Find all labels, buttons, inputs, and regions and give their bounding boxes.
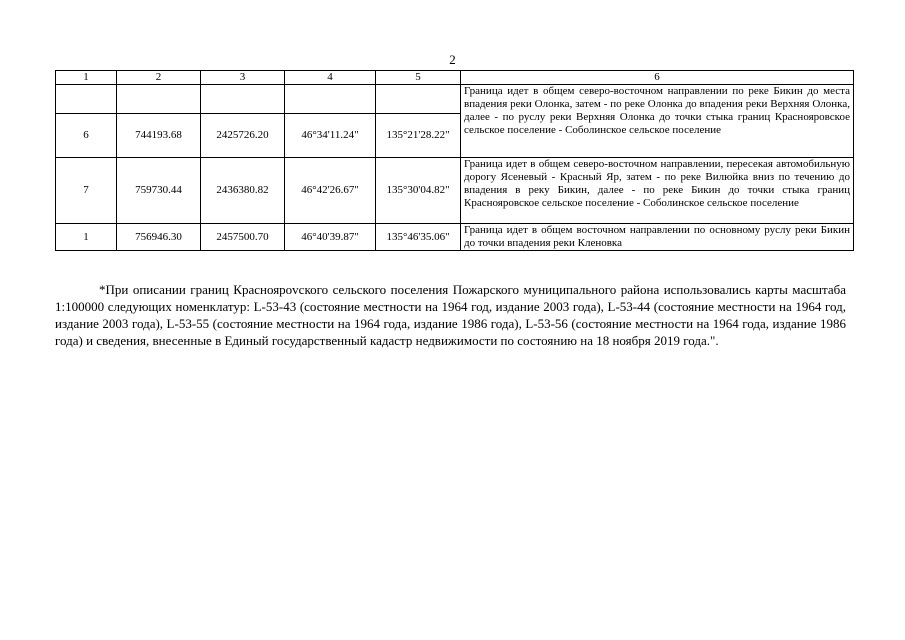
latitude-cell: 46°40'39.87" — [285, 224, 376, 251]
y-coordinate-cell: 2425726.20 — [201, 114, 285, 158]
longitude-cell: 135°21'28.22" — [376, 114, 461, 158]
x-coordinate-cell: 744193.68 — [117, 114, 201, 158]
column-header: 4 — [285, 71, 376, 85]
y-coordinate-cell: 2436380.82 — [201, 158, 285, 224]
point-number-cell: 6 — [56, 114, 117, 158]
blank-cell — [117, 85, 201, 114]
table-row — [56, 85, 854, 114]
table-header-row — [56, 71, 854, 85]
table-row — [56, 224, 854, 251]
table-row — [56, 158, 854, 224]
latitude-cell: 46°34'11.24" — [285, 114, 376, 158]
column-header: 1 — [56, 71, 117, 85]
column-header: 2 — [117, 71, 201, 85]
column-header: 3 — [201, 71, 285, 85]
blank-cell — [56, 85, 117, 114]
x-coordinate-cell: 759730.44 — [117, 158, 201, 224]
blank-cell — [285, 85, 376, 114]
page-number: 2 — [449, 52, 456, 67]
longitude-cell: 135°30'04.82" — [376, 158, 461, 224]
y-coordinate-cell: 2457500.70 — [201, 224, 285, 251]
column-header: 5 — [376, 71, 461, 85]
point-number-cell: 7 — [56, 158, 117, 224]
boundary-description: Граница идет в общем восточном направлении по основному руслу реки Бикин до точки впадения реки Кленовка — [461, 224, 854, 251]
blank-cell — [201, 85, 285, 114]
latitude-cell: 46°42'26.67" — [285, 158, 376, 224]
boundary-description: Граница идет в общем северо-восточном направлении, пересекая автомобильную дорогу Ясеневый - Красный Яр, затем - по реке Вилюйка вниз по течению до впадения в реку Бикин, далее - по реке Бикин до точки стыка границ Краснояровское сельское поселение - Соболинское сельское поселение — [461, 158, 854, 224]
footnote: *При описании границ Красноярovского сельского поселения Пожарского муниципального района использовались карты масштаба 1:100000 следующих номенклатур: L-53-43 (состояние местности на 1964 год, издание 2003 года), L-53-44 (состояние местности на 1964 год, издание 2003 года), L-53-55 (состояние местности на 1964 года, издание 1986 года), L-53-56 (состояние местности на 1964 года, издание 1986 года) и сведения, внесенные в Единый государственный кадастр недвижимости по состоянию на 18 ноября 2019 года.". — [55, 282, 846, 348]
point-number-cell: 1 — [56, 224, 117, 251]
longitude-cell: 135°46'35.06" — [376, 224, 461, 251]
boundary-table — [55, 70, 854, 251]
blank-cell — [376, 85, 461, 114]
boundary-description: Граница идет в общем северо-восточном направлении по реке Бикин до места впадения реки Олонка, затем - по реке Олонка до впадения реки Верхняя Олонка, далее - по руслу реки Верхняя Олонка до точки стыка границ Краснояровское сельское поселение - Соболинское сельское поселение — [461, 85, 854, 158]
x-coordinate-cell: 756946.30 — [117, 224, 201, 251]
column-header: 6 — [461, 71, 854, 85]
